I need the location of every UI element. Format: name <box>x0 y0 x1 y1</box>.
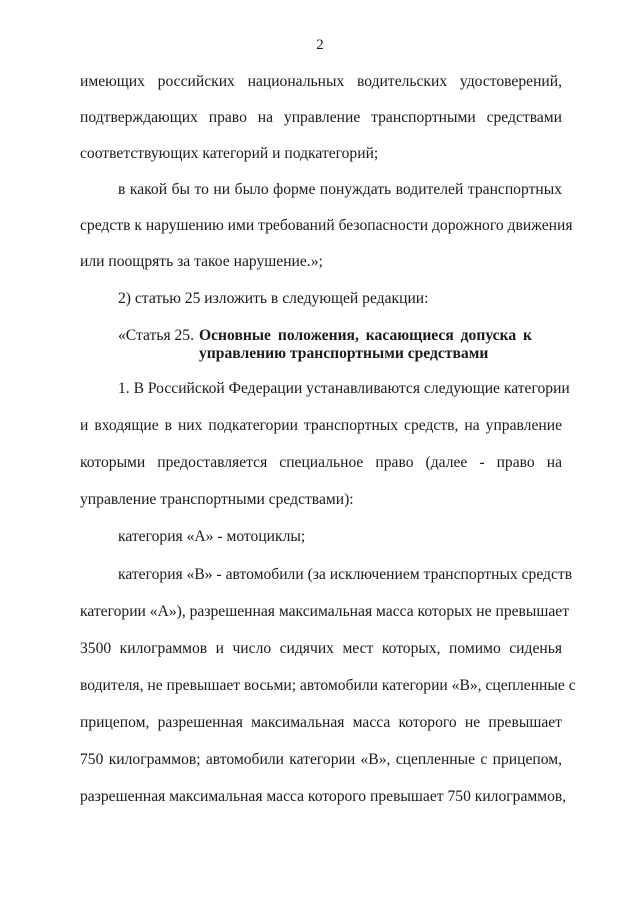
article-title-line-1: Основные положения, касающиеся допуска к <box>199 327 532 344</box>
text-line: и входящие в них подкатегории транспортных средств, на управление <box>80 417 562 434</box>
text-line: в какой бы то ни было форме понуждать водителей транспортных <box>118 181 562 198</box>
text-line: подтверждающих право на управление транспортными средствами <box>80 109 562 126</box>
text-line: средств к нарушению ими требований безопасности дорожного движения <box>80 217 573 234</box>
text-line: водителя, не превышает восьми; автомобили категории «B», сцепленные с <box>80 677 576 694</box>
article-title <box>199 327 532 363</box>
text-line: 750 килограммов; автомобили категории «B», сцепленные с прицепом, <box>80 751 562 768</box>
text-line: категории «A»), разрешенная максимальная масса которых не превышает <box>80 603 570 620</box>
text-line: имеющих российских национальных водительских удостоверений, <box>80 73 562 90</box>
article-prefix: «Статья 25. <box>118 327 195 344</box>
amendment-line: 2) статью 25 изложить в следующей редакции: <box>118 290 429 307</box>
text-line: 3500 килограммов и число сидячих мест которых, помимо сиденья <box>80 640 562 657</box>
article-title-line-2: управлению транспортными средствами <box>199 345 489 362</box>
text-line: соответствующих категорий и подкатегорий; <box>80 145 379 162</box>
text-line: управление транспортными средствами): <box>80 491 354 508</box>
text-line: которыми предоставляется специальное право (далее - право на <box>80 454 562 471</box>
text-line: 1. В Российской Федерации устанавливаются следующие категории <box>118 380 570 397</box>
category-line: категория «A» - мотоциклы; <box>118 528 306 545</box>
text-line: разрешенная максимальная масса которого превышает 750 килограммов, <box>80 788 567 805</box>
category-line: категория «B» - автомобили (за исключением транспортных средств <box>118 566 573 583</box>
text-line: или поощрять за такое нарушение.»; <box>80 253 323 270</box>
page-number: 2 <box>316 37 324 53</box>
text-line: прицепом, разрешенная максимальная масса которого не превышает <box>80 714 562 731</box>
